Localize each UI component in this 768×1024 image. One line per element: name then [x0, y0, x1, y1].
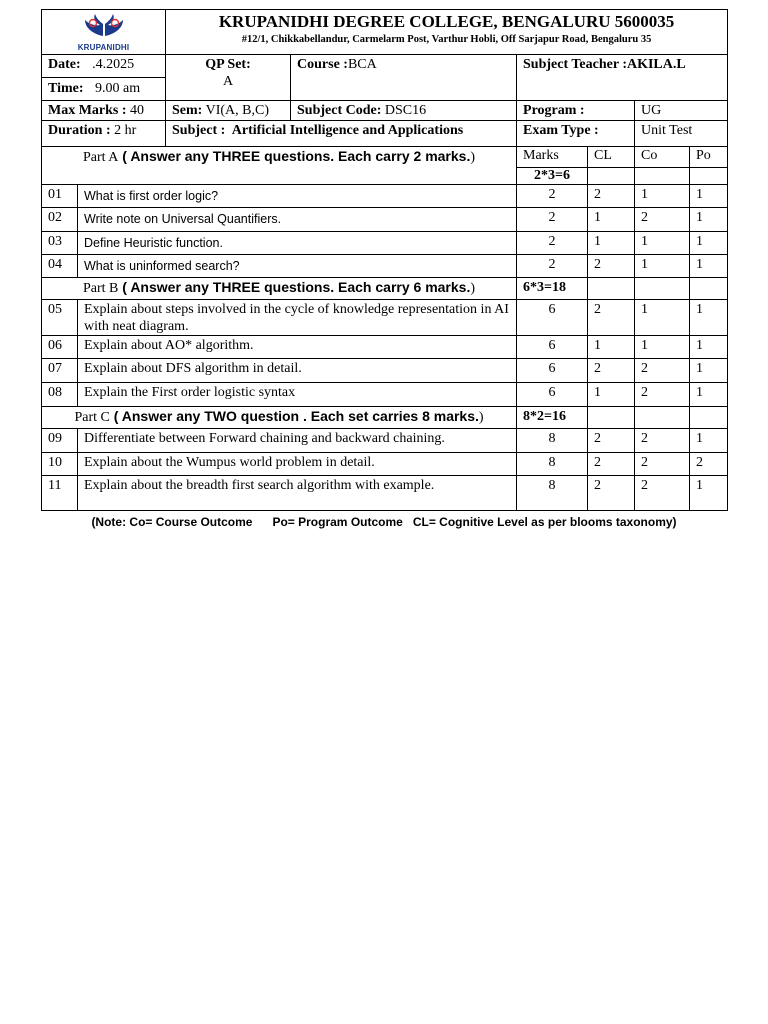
- empty-cell: [588, 168, 635, 185]
- part-a-header-row: [42, 147, 728, 168]
- info-row-duration: [42, 121, 728, 147]
- college-heading: [166, 10, 728, 55]
- subject-teacher-label: Subject Teacher :: [523, 57, 627, 72]
- empty-cell: [588, 278, 635, 300]
- question-number: 01: [42, 185, 78, 208]
- part-a-total: 2*3=6: [517, 168, 588, 185]
- question-text: Explain about the Wumpus world problem in detail.: [78, 453, 517, 476]
- empty-cell: [690, 407, 728, 429]
- part-b-instruction-close: ): [470, 281, 476, 296]
- question-co: 1: [635, 185, 690, 208]
- question-co: 2: [635, 476, 690, 511]
- question-row: [42, 429, 728, 453]
- question-text: What is uninformed search?: [78, 255, 517, 278]
- subject-code-cell: [291, 101, 517, 121]
- po-col-header: Po: [690, 147, 728, 168]
- question-text: Explain the First order logistic syntax: [78, 383, 517, 407]
- question-text: Differentiate between Forward chaining and backward chaining.: [78, 429, 517, 453]
- time-cell: [42, 78, 166, 101]
- date-value: .4.2025: [92, 57, 135, 72]
- question-po: 1: [690, 232, 728, 255]
- question-cl: 2: [588, 453, 635, 476]
- subject-cell: [166, 121, 517, 147]
- question-cl: 1: [588, 208, 635, 232]
- question-co: 1: [635, 336, 690, 359]
- question-row: [42, 359, 728, 383]
- college-address: #12/1, Chikkabellandur, Carmelarm Post, Varthur Hobli, Off Sarjapur Road, Bengaluru 35: [241, 34, 652, 45]
- empty-cell: [588, 407, 635, 429]
- part-b-instruction-text: ( Answer any THREE questions. Each carry 6 marks.: [122, 279, 471, 295]
- sem-value: VI(A, B,C): [205, 103, 269, 118]
- question-row: [42, 453, 728, 476]
- part-b-header-row: [42, 278, 728, 300]
- question-po: 1: [690, 336, 728, 359]
- marks-col-header: Marks: [517, 147, 588, 168]
- question-cl: 2: [588, 185, 635, 208]
- time-value: 9.00 am: [95, 81, 141, 96]
- question-cl: 2: [588, 476, 635, 511]
- question-number: 02: [42, 208, 78, 232]
- question-marks: 2: [517, 208, 588, 232]
- question-po: 1: [690, 359, 728, 383]
- empty-cell: [635, 278, 690, 300]
- info-row-date: [42, 55, 728, 78]
- question-text: Explain about DFS algorithm in detail.: [78, 359, 517, 383]
- question-co: 2: [635, 429, 690, 453]
- question-po: 1: [690, 255, 728, 278]
- college-name: KRUPANIDHI DEGREE COLLEGE, BENGALURU 5600035: [218, 12, 675, 31]
- question-co: 1: [635, 255, 690, 278]
- question-co: 1: [635, 232, 690, 255]
- question-row: [42, 255, 728, 278]
- cl-col-header: CL: [588, 147, 635, 168]
- part-b-title: Part B: [83, 281, 119, 296]
- subject-code-label: Subject Code:: [297, 103, 382, 118]
- question-cl: 2: [588, 255, 635, 278]
- part-c-header-row: [42, 407, 728, 429]
- question-number: 05: [42, 300, 78, 336]
- qp-set-cell: [166, 55, 291, 101]
- course-cell: [291, 55, 517, 101]
- question-cl: 1: [588, 232, 635, 255]
- date-label: Date:: [48, 57, 81, 72]
- part-c-instruction-close: ): [478, 410, 484, 425]
- question-text: Define Heuristic function.: [78, 232, 517, 255]
- part-c-instruction-text: ( Answer any TWO question . Each set carries 8 marks.: [113, 408, 479, 424]
- subject-teacher-value: AKILA.L: [626, 57, 686, 72]
- date-cell: [42, 55, 166, 78]
- question-po: 1: [690, 476, 728, 511]
- part-b-instruction: [42, 278, 517, 300]
- question-co: 2: [635, 208, 690, 232]
- question-cl: 2: [588, 359, 635, 383]
- question-marks: 2: [517, 232, 588, 255]
- part-a-instruction-close: ): [470, 150, 476, 165]
- question-row: [42, 185, 728, 208]
- question-marks: 2: [517, 185, 588, 208]
- course-value: BCA: [347, 57, 377, 72]
- question-number: 10: [42, 453, 78, 476]
- question-number: 11: [42, 476, 78, 511]
- subject-label: Subject :: [172, 123, 226, 138]
- max-marks-cell: [42, 101, 166, 121]
- qp-set-label: QP Set:: [205, 57, 251, 72]
- question-po: 1: [690, 383, 728, 407]
- duration-value: 2 hr: [114, 123, 137, 138]
- question-co: 2: [635, 383, 690, 407]
- question-cl: 2: [588, 429, 635, 453]
- question-co: 1: [635, 300, 690, 336]
- question-row: [42, 336, 728, 359]
- question-po: 1: [690, 300, 728, 336]
- part-a-instruction: [42, 147, 517, 185]
- logo-text: KRUPANIDHI: [77, 43, 130, 52]
- question-row: [42, 476, 728, 511]
- question-row: [42, 300, 728, 336]
- empty-cell: [690, 168, 728, 185]
- question-paper-table: [41, 9, 728, 511]
- question-number: 07: [42, 359, 78, 383]
- empty-cell: [635, 168, 690, 185]
- empty-cell: [635, 407, 690, 429]
- subject-value: Artificial Intelligence and Applications: [231, 123, 464, 138]
- time-label: Time:: [48, 81, 84, 96]
- question-text: What is first order logic?: [78, 185, 517, 208]
- question-row: [42, 208, 728, 232]
- question-marks: 2: [517, 255, 588, 278]
- sem-cell: [166, 101, 291, 121]
- question-marks: 8: [517, 429, 588, 453]
- sem-label: Sem:: [172, 103, 203, 118]
- question-row: [42, 232, 728, 255]
- duration-label: Duration :: [48, 123, 111, 138]
- question-co: 2: [635, 453, 690, 476]
- question-row: [42, 383, 728, 407]
- qp-set-value: A: [222, 74, 234, 89]
- question-marks: 8: [517, 476, 588, 511]
- question-po: 1: [690, 429, 728, 453]
- college-logo-icon: [81, 12, 127, 38]
- exam-type-value: Unit Test: [635, 121, 728, 147]
- subject-teacher-cell: [517, 55, 728, 101]
- duration-cell: [42, 121, 166, 147]
- question-number: 04: [42, 255, 78, 278]
- question-number: 03: [42, 232, 78, 255]
- subject-code-value: DSC16: [384, 103, 427, 118]
- program-label: Program :: [517, 101, 635, 121]
- part-b-total: 6*3=18: [517, 278, 588, 300]
- question-text: Write note on Universal Quantifiers.: [78, 208, 517, 232]
- info-row-marks: [42, 101, 728, 121]
- question-po: 2: [690, 453, 728, 476]
- question-number: 06: [42, 336, 78, 359]
- question-po: 1: [690, 208, 728, 232]
- question-cl: 1: [588, 383, 635, 407]
- question-marks: 6: [517, 359, 588, 383]
- footnote: (Note: Co= Course Outcome Po= Program Outcome CL= Cognitive Level as per blooms taxonomy): [91, 515, 677, 529]
- question-text: Explain about the breadth first search algorithm with example.: [78, 476, 517, 511]
- empty-cell: [690, 278, 728, 300]
- part-c-total: 8*2=16: [517, 407, 588, 429]
- question-cl: 2: [588, 300, 635, 336]
- exam-type-label: Exam Type :: [517, 121, 635, 147]
- question-cl: 1: [588, 336, 635, 359]
- max-marks-label: Max Marks :: [48, 103, 127, 118]
- question-number: 08: [42, 383, 78, 407]
- question-text: Explain about AO* algorithm.: [78, 336, 517, 359]
- part-c-title: Part C: [74, 410, 110, 425]
- header-row: [42, 10, 728, 55]
- question-number: 09: [42, 429, 78, 453]
- part-c-instruction: [42, 407, 517, 429]
- max-marks-value: 40: [130, 103, 145, 118]
- part-a-instruction-text: ( Answer any THREE questions. Each carry 2 marks.: [122, 148, 471, 164]
- co-col-header: Co: [635, 147, 690, 168]
- college-logo: [42, 10, 166, 55]
- part-a-title: Part A: [83, 150, 119, 165]
- question-marks: 6: [517, 300, 588, 336]
- question-marks: 8: [517, 453, 588, 476]
- question-po: 1: [690, 185, 728, 208]
- question-marks: 6: [517, 336, 588, 359]
- course-label: Course :: [297, 57, 348, 72]
- question-co: 2: [635, 359, 690, 383]
- program-value: UG: [635, 101, 728, 121]
- question-marks: 6: [517, 383, 588, 407]
- question-text: Explain about steps involved in the cycle of knowledge representation in AI with neat diagram.: [78, 300, 517, 336]
